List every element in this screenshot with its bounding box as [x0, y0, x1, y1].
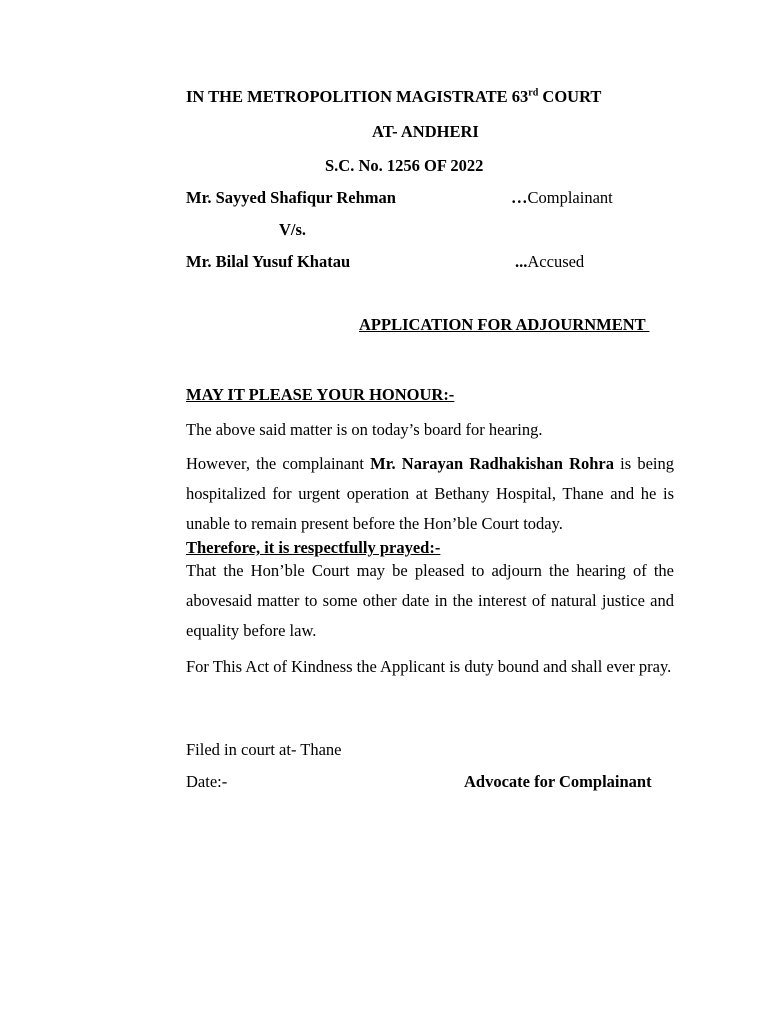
- accused-role: Accused: [527, 252, 585, 271]
- court-name: IN THE METROPOLITION MAGISTRATE 63: [186, 87, 529, 106]
- paragraph-2-prefix: However, the complainant: [186, 454, 371, 473]
- body-line-1: The above said matter is on today’s board for hearing.: [186, 420, 543, 439]
- prayer-heading: Therefore, it is respectfully prayed:-: [186, 538, 441, 557]
- filed-in-court: Filed in court at- Thane: [186, 740, 342, 759]
- patient-name: Mr. Narayan Radhakishan Rohra: [370, 454, 615, 473]
- date-label: Date:-: [186, 772, 228, 791]
- kindness-paragraph: For This Act of Kindness the Applicant is duty bound and shall ever pray.: [186, 657, 672, 676]
- body-paragraph-2: [186, 449, 674, 539]
- court-heading: [186, 87, 601, 107]
- court-word: COURT: [538, 87, 602, 106]
- prayer-paragraph: That the Hon’ble Court may be pleased to adjourn the hearing of the abovesaid matter to some other date in the interest of natural justice and equality before law.: [186, 561, 674, 640]
- complainant-name: Mr. Sayyed Shafiqur Rehman: [186, 188, 396, 207]
- court-location: AT- ANDHERI: [372, 122, 479, 141]
- complainant-role: Complainant: [527, 188, 613, 207]
- advocate-signature-label: Advocate for Complainant: [464, 772, 652, 791]
- accused-dots: ...: [515, 252, 528, 271]
- accused-role-label: [515, 252, 584, 272]
- application-title: APPLICATION FOR ADJOURNMENT: [359, 315, 650, 334]
- versus-label: V/s.: [279, 220, 307, 239]
- accused-name: Mr. Bilal Yusuf Khatau: [186, 252, 351, 271]
- paragraph-2-rest: is being hospitalized for urgent operation at Bethany Hospital, Thane and he is unable to remain present before the Hon’ble Court today.: [186, 454, 674, 533]
- salutation: MAY IT PLEASE YOUR HONOUR:-: [186, 385, 455, 404]
- complainant-dots: …: [511, 188, 528, 207]
- court-ordinal-suffix: rd: [528, 87, 539, 99]
- complainant-role-label: [511, 188, 613, 208]
- case-number: S.C. No. 1256 OF 2022: [325, 156, 484, 175]
